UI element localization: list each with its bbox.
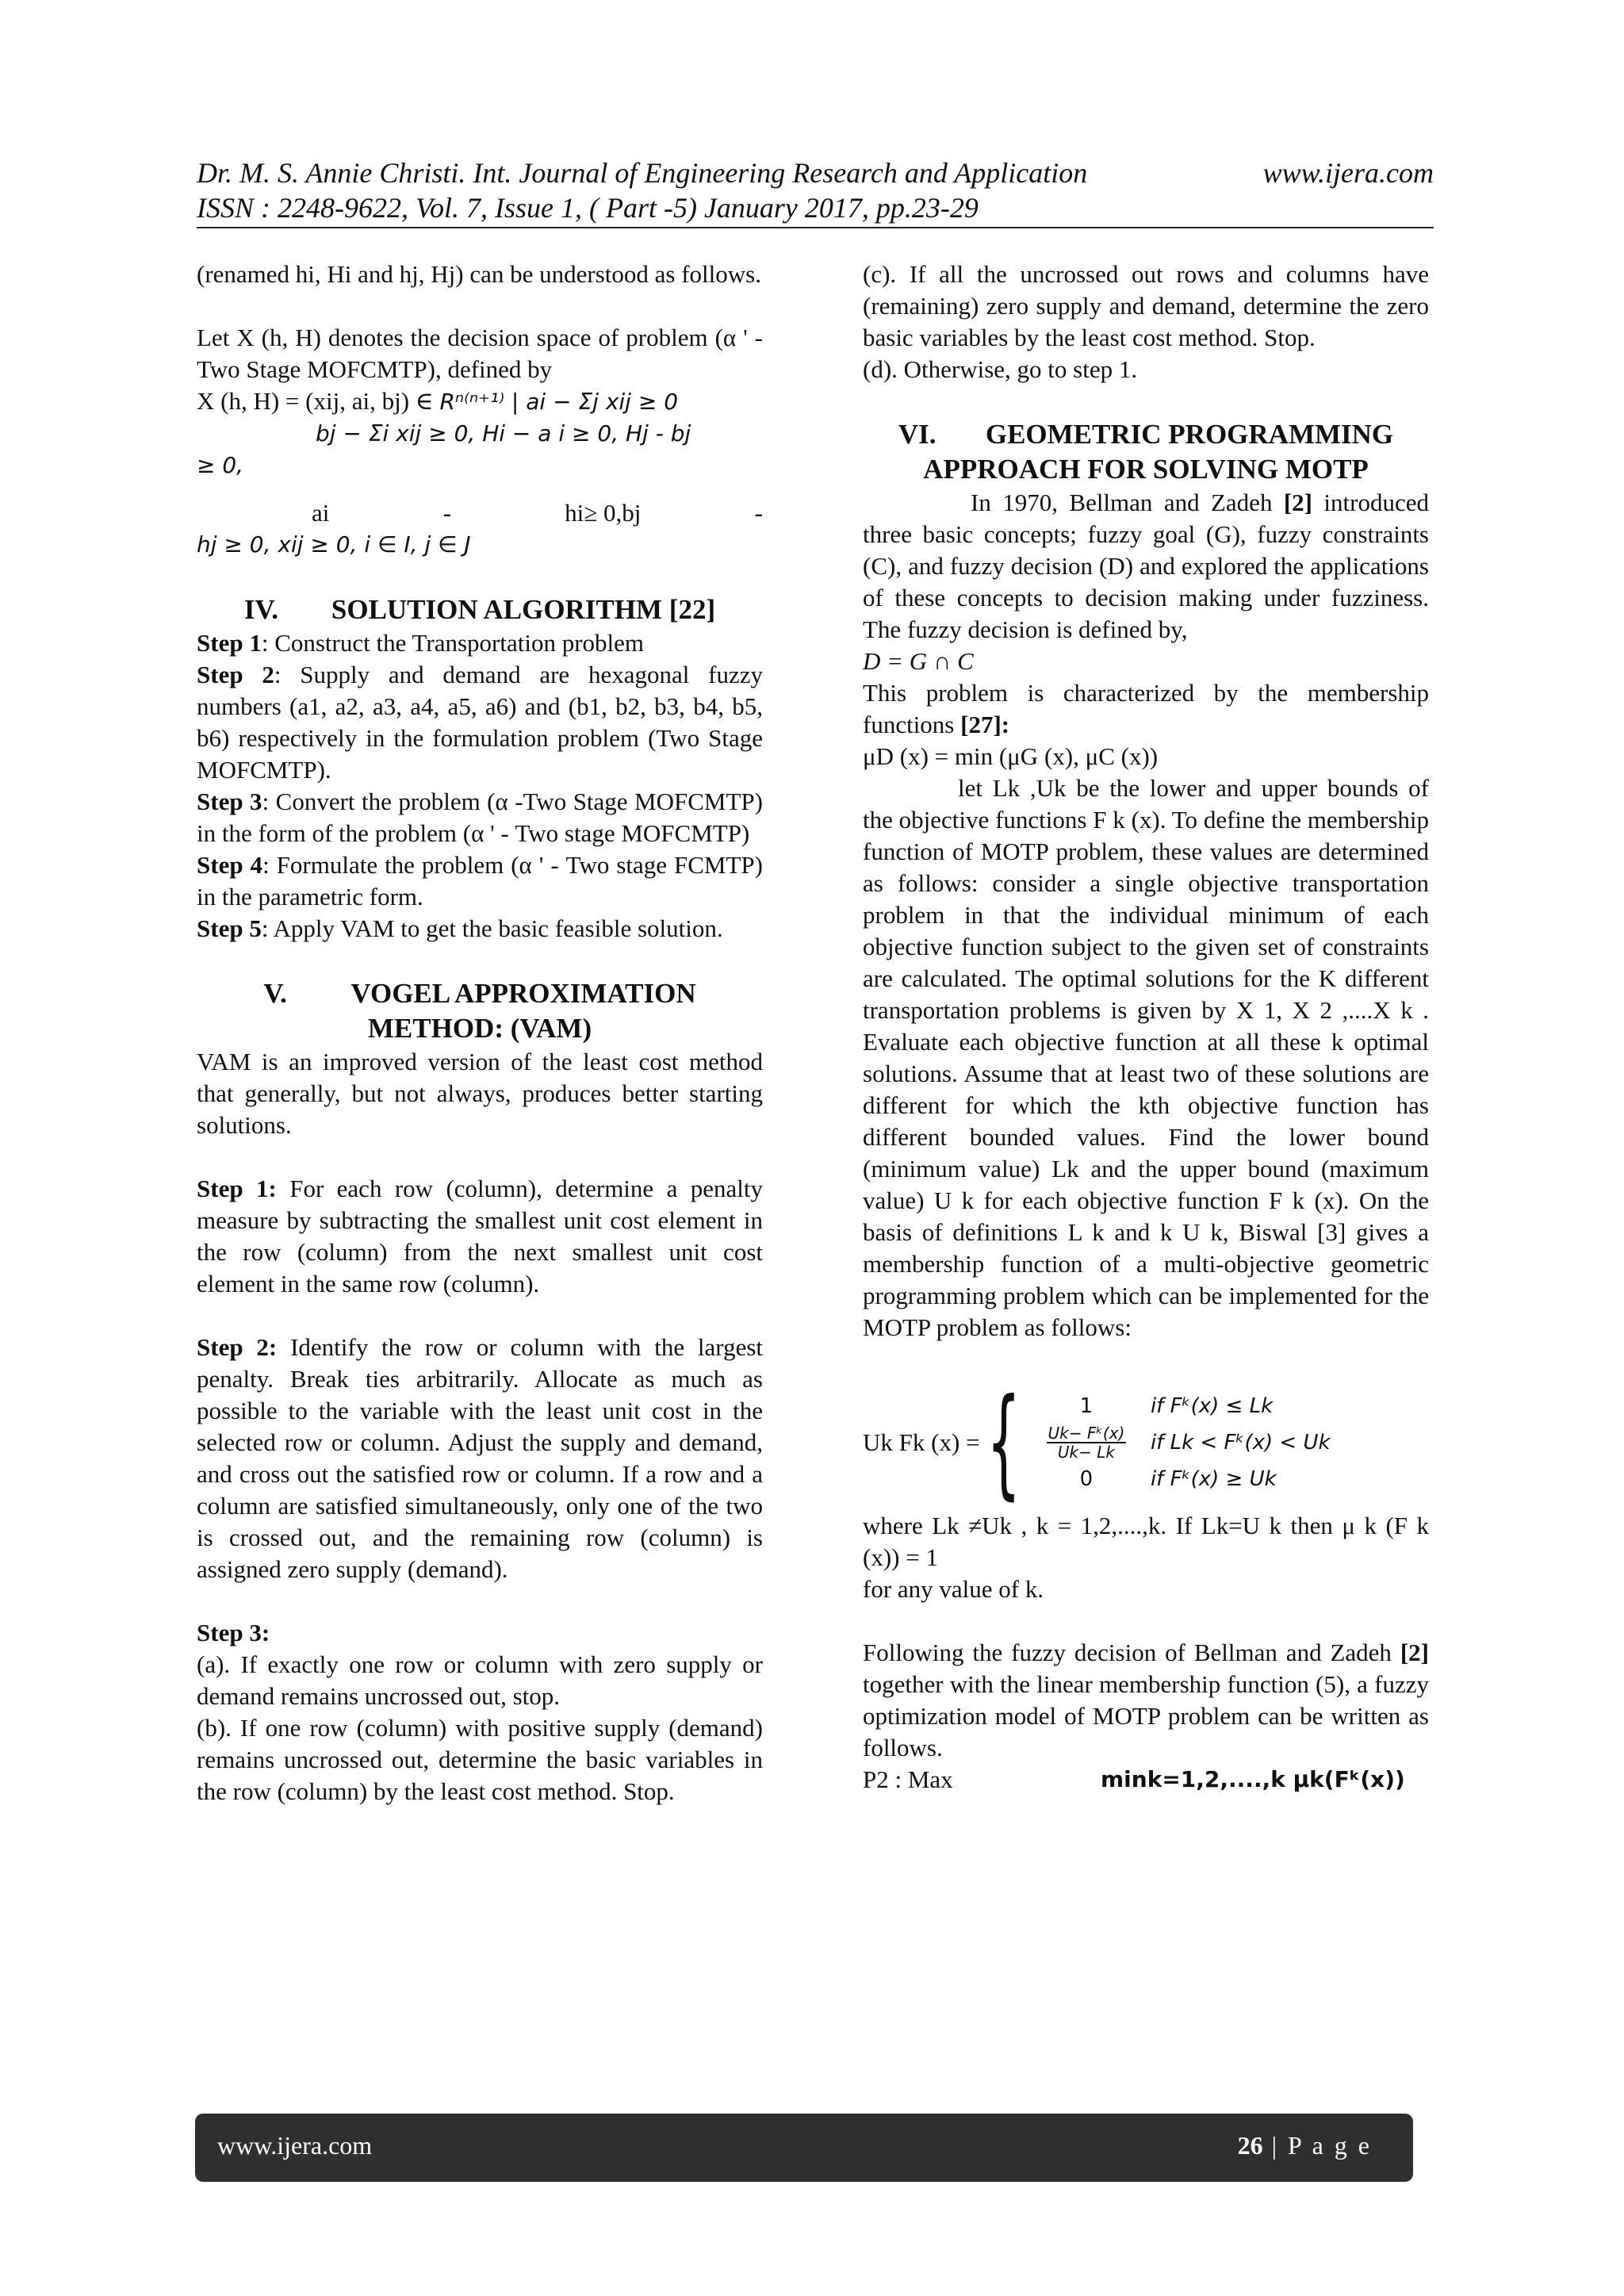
vam-step-2: Step 2: Identify the row or column with the largest penalty. Break ties arbitrarily. Allocate as much as possible to the variable with the least unit cost in the selected row or column. Adjust the supply and demand, and cross out the satisfied row or column. If a row and a column are satisfied simultaneously, only one of the two is crossed out, and the remaining row (column) is assigned zero supply (demand). <box>197 1333 764 1583</box>
eq-part-e: hj ≥ 0, xij ≥ 0, i ∈ I, j ∈ J <box>197 531 471 558</box>
mf-lhs: Uk Fk (x) = <box>863 1428 980 1456</box>
vam-step-3c: (c). If all the uncrossed out rows and columns have (remaining) zero supply and demand, determine the zero basic variables by the least cost method. Stop. <box>863 260 1429 351</box>
p2-equation: P2 : Max mink=1,2,....,k μk(Fᵏ(x)) <box>863 1765 1405 1793</box>
section-6-heading: VI. GEOMETRIC PROGRAMMING APPROACH FOR SOLVING MOTP <box>898 419 1394 485</box>
running-header <box>197 155 1434 225</box>
vam-step-3b: (b). If one row (column) with positive supply (demand) remains uncrossed out, determine the basic variables in the row (column) by the least cost method. Stop. <box>197 1714 763 1805</box>
eq-part-b: bj − Σi xij ≥ 0, Hi − a i ≥ 0, Hj - bj <box>316 420 691 447</box>
eq-part-c: ≥ 0, <box>197 452 244 478</box>
page-number: 26 | P a g e <box>1237 2131 1372 2160</box>
alg-step-2: Step 2: Supply and demand are hexagonal fuzzy numbers (a1, a2, a3, a4, a5, a6) and (b1, b2, b3, b4, b5, b6) respectively in the formulation problem (Two Stage MOFCMTP). <box>197 661 763 784</box>
paragraph-renamed: (renamed hi, Hi and hj, Hj) can be understood as follows. <box>197 260 761 288</box>
membership-min-eq: μD (x) = min (μG (x), μC (x)) <box>863 742 1159 770</box>
journal-citation: Dr. M. S. Annie Christi. Int. Journal of Engineering Research and Application <box>197 157 1088 189</box>
section-4-heading: IV. SOLUTION ALGORITHM [22] <box>243 594 716 625</box>
eq-part-d-ai: ai <box>312 499 330 527</box>
alg-step-3: Step 3: Convert the problem (α -Two Stage MOFCMTP) in the form of the problem (α ' - Two stage MOFCMTP) <box>197 788 763 847</box>
paragraph-bellman: In 1970, Bellman and Zadeh [2] introduced three basic concepts; fuzzy goal (G), fuzzy constraints (C), and fuzzy decision (D) and explored the applications of these concepts to decision making under fuzziness. The fuzzy decision is defined by, <box>863 489 1429 643</box>
decision-space-equation <box>197 385 763 561</box>
eq-part-d-hi: hi≥ 0,bj <box>565 499 642 527</box>
eq-part-a: Rⁿ⁽ⁿ⁺¹⁾ | ai − Σj xij ≥ 0 <box>439 389 679 415</box>
vam-step-3-label: Step 3: <box>197 1619 270 1646</box>
eq-part-d-dash: - <box>442 499 451 527</box>
header-rule <box>197 227 1434 228</box>
paragraph-any-k: for any value of k. <box>863 1575 1044 1603</box>
vam-step-3a: (a). If exactly one row or column with zero supply or demand remains uncrossed out, stop. <box>197 1650 763 1710</box>
paragraph-bounds: let Lk ,Uk be the lower and upper bounds of the objective functions F k (x). To define the membership function of MOTP problem, these values are determined as follows: consider a single objective transportation problem in that the individual minimum of each objective function subject to the given set of constraints are calculated. The optimal solutions for the K different transportation problems is given by X 1, X 2 ,....X k . Evaluate each objective function at all these k optimal solutions. Assume that at least two of these solutions are different for which the kth objective function has different bounded values. Find the lower bound (minimum value) Lk and the upper bound (maximum value) U k for each objective function F k (x). On the basis of definitions L k and k U k, Biswal [3] gives a membership function of a multi-objective geometric programming problem which can be implemented for the MOTP problem as follows: <box>863 774 1429 1341</box>
mf-cases: 1 if Fᵏ(x) ≤ Lk $\frac{\text{Uk− Fᵏ(x)}}{Uk- Lk}$ if Lk < Fᵏ(x) < Uk 0 if Fᵏ(x) ≥ Uk <box>1048 1394 1331 1491</box>
eq-part-d-dash2: - <box>754 499 763 527</box>
paragraph-decision-space: Let X (h, H) denotes the decision space of problem (α ' - Two Stage MOFCMTP), defined by <box>197 324 763 383</box>
paragraph-following: Following the fuzzy decision of Bellman and Zadeh [2] together with the linear membership function (5), a fuzzy optimization model of MOTP problem can be written as follows. <box>863 1639 1429 1761</box>
vam-step-1: Step 1: For each row (column), determine a penalty measure by subtracting the smallest unit cost element in the row (column) from the next smallest unit cost element in the same row (column). <box>197 1175 763 1297</box>
alg-step-4: Step 4: Formulate the problem (α ' - Two stage FCMTP) in the parametric form. <box>197 851 763 910</box>
paragraph-where: where Lk ≠Uk , k = 1,2,....,k. If Lk=U k then μ k (F k (x)) = 1 <box>863 1512 1429 1571</box>
footer-website[interactable]: www.ijera.com <box>217 2131 373 2160</box>
page-footer <box>195 2114 1413 2182</box>
vam-step-3d: (d). Otherwise, go to step 1. <box>863 355 1138 383</box>
membership-function-equation <box>863 1375 1429 1510</box>
journal-website[interactable]: www.ijera.com <box>1262 157 1434 189</box>
alg-step-5: Step 5: Apply VAM to get the basic feasible solution. <box>197 914 723 942</box>
alg-step-1: Step 1: Construct the Transportation problem <box>197 629 645 657</box>
section-5-heading: V. VOGEL APPROXIMATION METHOD: (VAM) <box>263 978 696 1044</box>
paragraph-membership: This problem is characterized by the membership functions [27]: <box>863 679 1429 738</box>
left-brace: { <box>986 1374 1021 1512</box>
issn-line: ISSN : 2248-9622, Vol. 7, Issue 1, ( Part -5) January 2017, pp.23-29 <box>197 192 979 224</box>
eq-lhs: X (h, H) = (xij, ai, bj) ∈ <box>197 387 434 415</box>
fuzzy-decision-eq: D = G ∩ C <box>863 647 974 675</box>
right-column <box>863 259 1429 1796</box>
vam-intro: VAM is an improved version of the least cost method that generally, but not always, produces better starting solutions. <box>197 1048 763 1139</box>
left-column <box>197 259 763 1807</box>
